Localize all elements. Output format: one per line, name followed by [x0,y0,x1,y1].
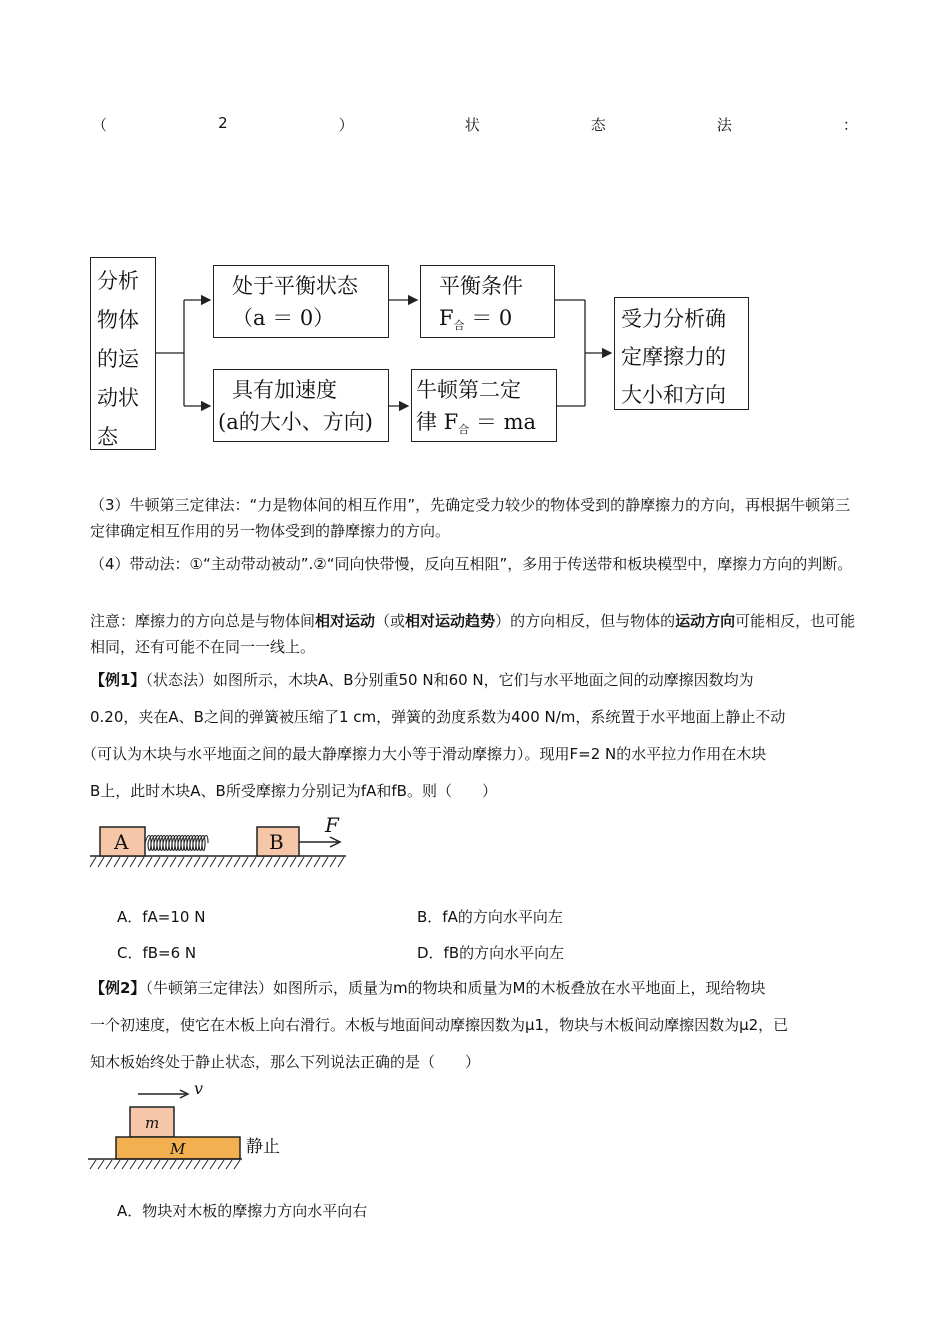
flowchart-text: 定摩擦力的 [621,345,726,369]
heading-char: ： [842,116,858,134]
flowchart-box-equilibrium-condition [420,265,555,338]
formula-part: 律 F [416,410,459,434]
formula-subscript: 合 [458,423,470,436]
block-m-label: m [145,1114,160,1132]
block-b-label: B [269,830,284,854]
option-b: B．fA的方向水平向左 [417,908,563,926]
formula-subscript: 合 [453,319,465,332]
note-text: ）的方向相反，但与物体的 [495,612,676,630]
flowchart-text: 具有加速度 [232,378,337,402]
force-label: F [325,813,339,837]
example-1-line [90,662,862,699]
formula-part: F [439,306,454,330]
flowchart-text: 物体 [97,308,139,332]
example-1-line: 0.20，夹在A、B之间的弹簧被压缩了1 cm，弹簧的劲度系数为400 N/m，系统置于水平地面上静止不动 [90,708,786,726]
flowchart-text: (a的大小、方向) [218,410,373,434]
example-2-line: 知木板始终处于静止状态，那么下列说法正确的是（ ） [90,1053,481,1071]
example-2-line [90,970,862,1007]
board-label: M [170,1140,186,1158]
flowchart-box-determine-friction [614,297,749,410]
static-label: 静止 [246,1137,280,1157]
flowchart-text: 态 [97,425,118,449]
heading-char: 态 [590,116,606,134]
note-text: （或 [375,612,406,630]
flowchart-text: 受力分析确 [621,307,726,331]
example-tag: 【例2】 [90,979,146,997]
heading-char: ） [338,116,354,134]
note-text: 注意：摩擦力的方向总是与物体间 [90,612,316,630]
note-bold: 相对运动 [315,612,376,630]
note-text: 可能相反，也可能相同，还有可能不在同一一线上。 [90,612,856,656]
figure-block-on-board [86,1080,296,1172]
example-1-line: （可认为木块与水平地面之间的最大静摩擦力大小等于滑动摩擦力）。现用F=2 N的水平拉力作用在木块 [82,745,767,763]
flowchart-box-equilibrium [213,265,389,338]
flowchart-formula [439,302,554,342]
heading-char: 法 [716,116,732,134]
spring [145,836,208,851]
example-tag: 【例1】 [90,671,146,689]
flowchart-text: 大小和方向 [621,383,726,407]
flowchart-text: 牛顿第二定 [416,378,521,402]
note-bold: 相对运动趋势 [405,612,496,630]
heading-char: （ [92,116,108,134]
figure-spring-blocks [88,812,350,874]
flowchart-text: 平衡条件 [439,274,523,298]
flowchart-formula [416,406,556,446]
paragraph-drive-method: （4）带动法：①“主动带动被动”.②“同向快带慢，反向互相阻”，多用于传送带和板块模型中，摩擦力方向的判断。 [90,555,853,573]
option-c: C．fB=6 N [117,944,197,962]
flowchart-box-acceleration [213,369,389,442]
block-a-label: A [114,830,129,854]
example-2-line: 一个初速度，使它在木板上向右滑行。木板与地面间动摩擦因数为μ1，物块与木板间动摩擦因数为μ2，已 [90,1016,789,1034]
option-d: D．fB的方向水平向左 [417,944,565,962]
flowchart-text: 动状 [97,386,139,410]
paragraph-note [90,608,862,660]
example-2-option-a: A．物块对木板的摩擦力方向水平向右 [117,1202,368,1220]
velocity-label: v [194,1080,204,1098]
example-text: （状态法）如图所示，木块A、B分别重50 N和60 N，它们与水平地面之间的动摩擦因数均为 [145,671,754,689]
heading-char: 2 [218,114,228,132]
formula-part: ＝ 0 [464,306,513,330]
heading-char: 状 [464,116,480,134]
flowchart-text: 分析 [97,269,139,293]
example-1-text [82,662,862,810]
example-text: （牛顿第三定律法）如图所示，质量为m的物块和质量为M的木板叠放在水平地面上，现给物块 [145,979,766,997]
example-2-text [90,970,862,1081]
paragraph-newton-third-law-method: （3）牛顿第三定律法：“力是物体间的相互作用”，先确定受力较少的物体受到的静摩擦力的方向，再根据牛顿第三定律确定相互作用的另一物体受到的静摩擦力的方向。 [90,496,851,540]
flowchart-box-newton-second-law [411,369,557,442]
flowchart-text: 处于平衡状态 [232,274,358,298]
flowchart-box-analyze-motion [90,257,156,450]
option-a: A．fA=10 N [117,908,206,926]
example-1-line: B上，此时木块A、B所受摩擦力分别记为fA和fB。则（ ） [90,782,497,800]
formula-part: ＝ ma [469,410,537,434]
flowchart-text: （a ＝ 0） [232,306,335,330]
flowchart-text: 的运 [97,347,139,371]
note-bold: 运动方向 [675,612,736,630]
